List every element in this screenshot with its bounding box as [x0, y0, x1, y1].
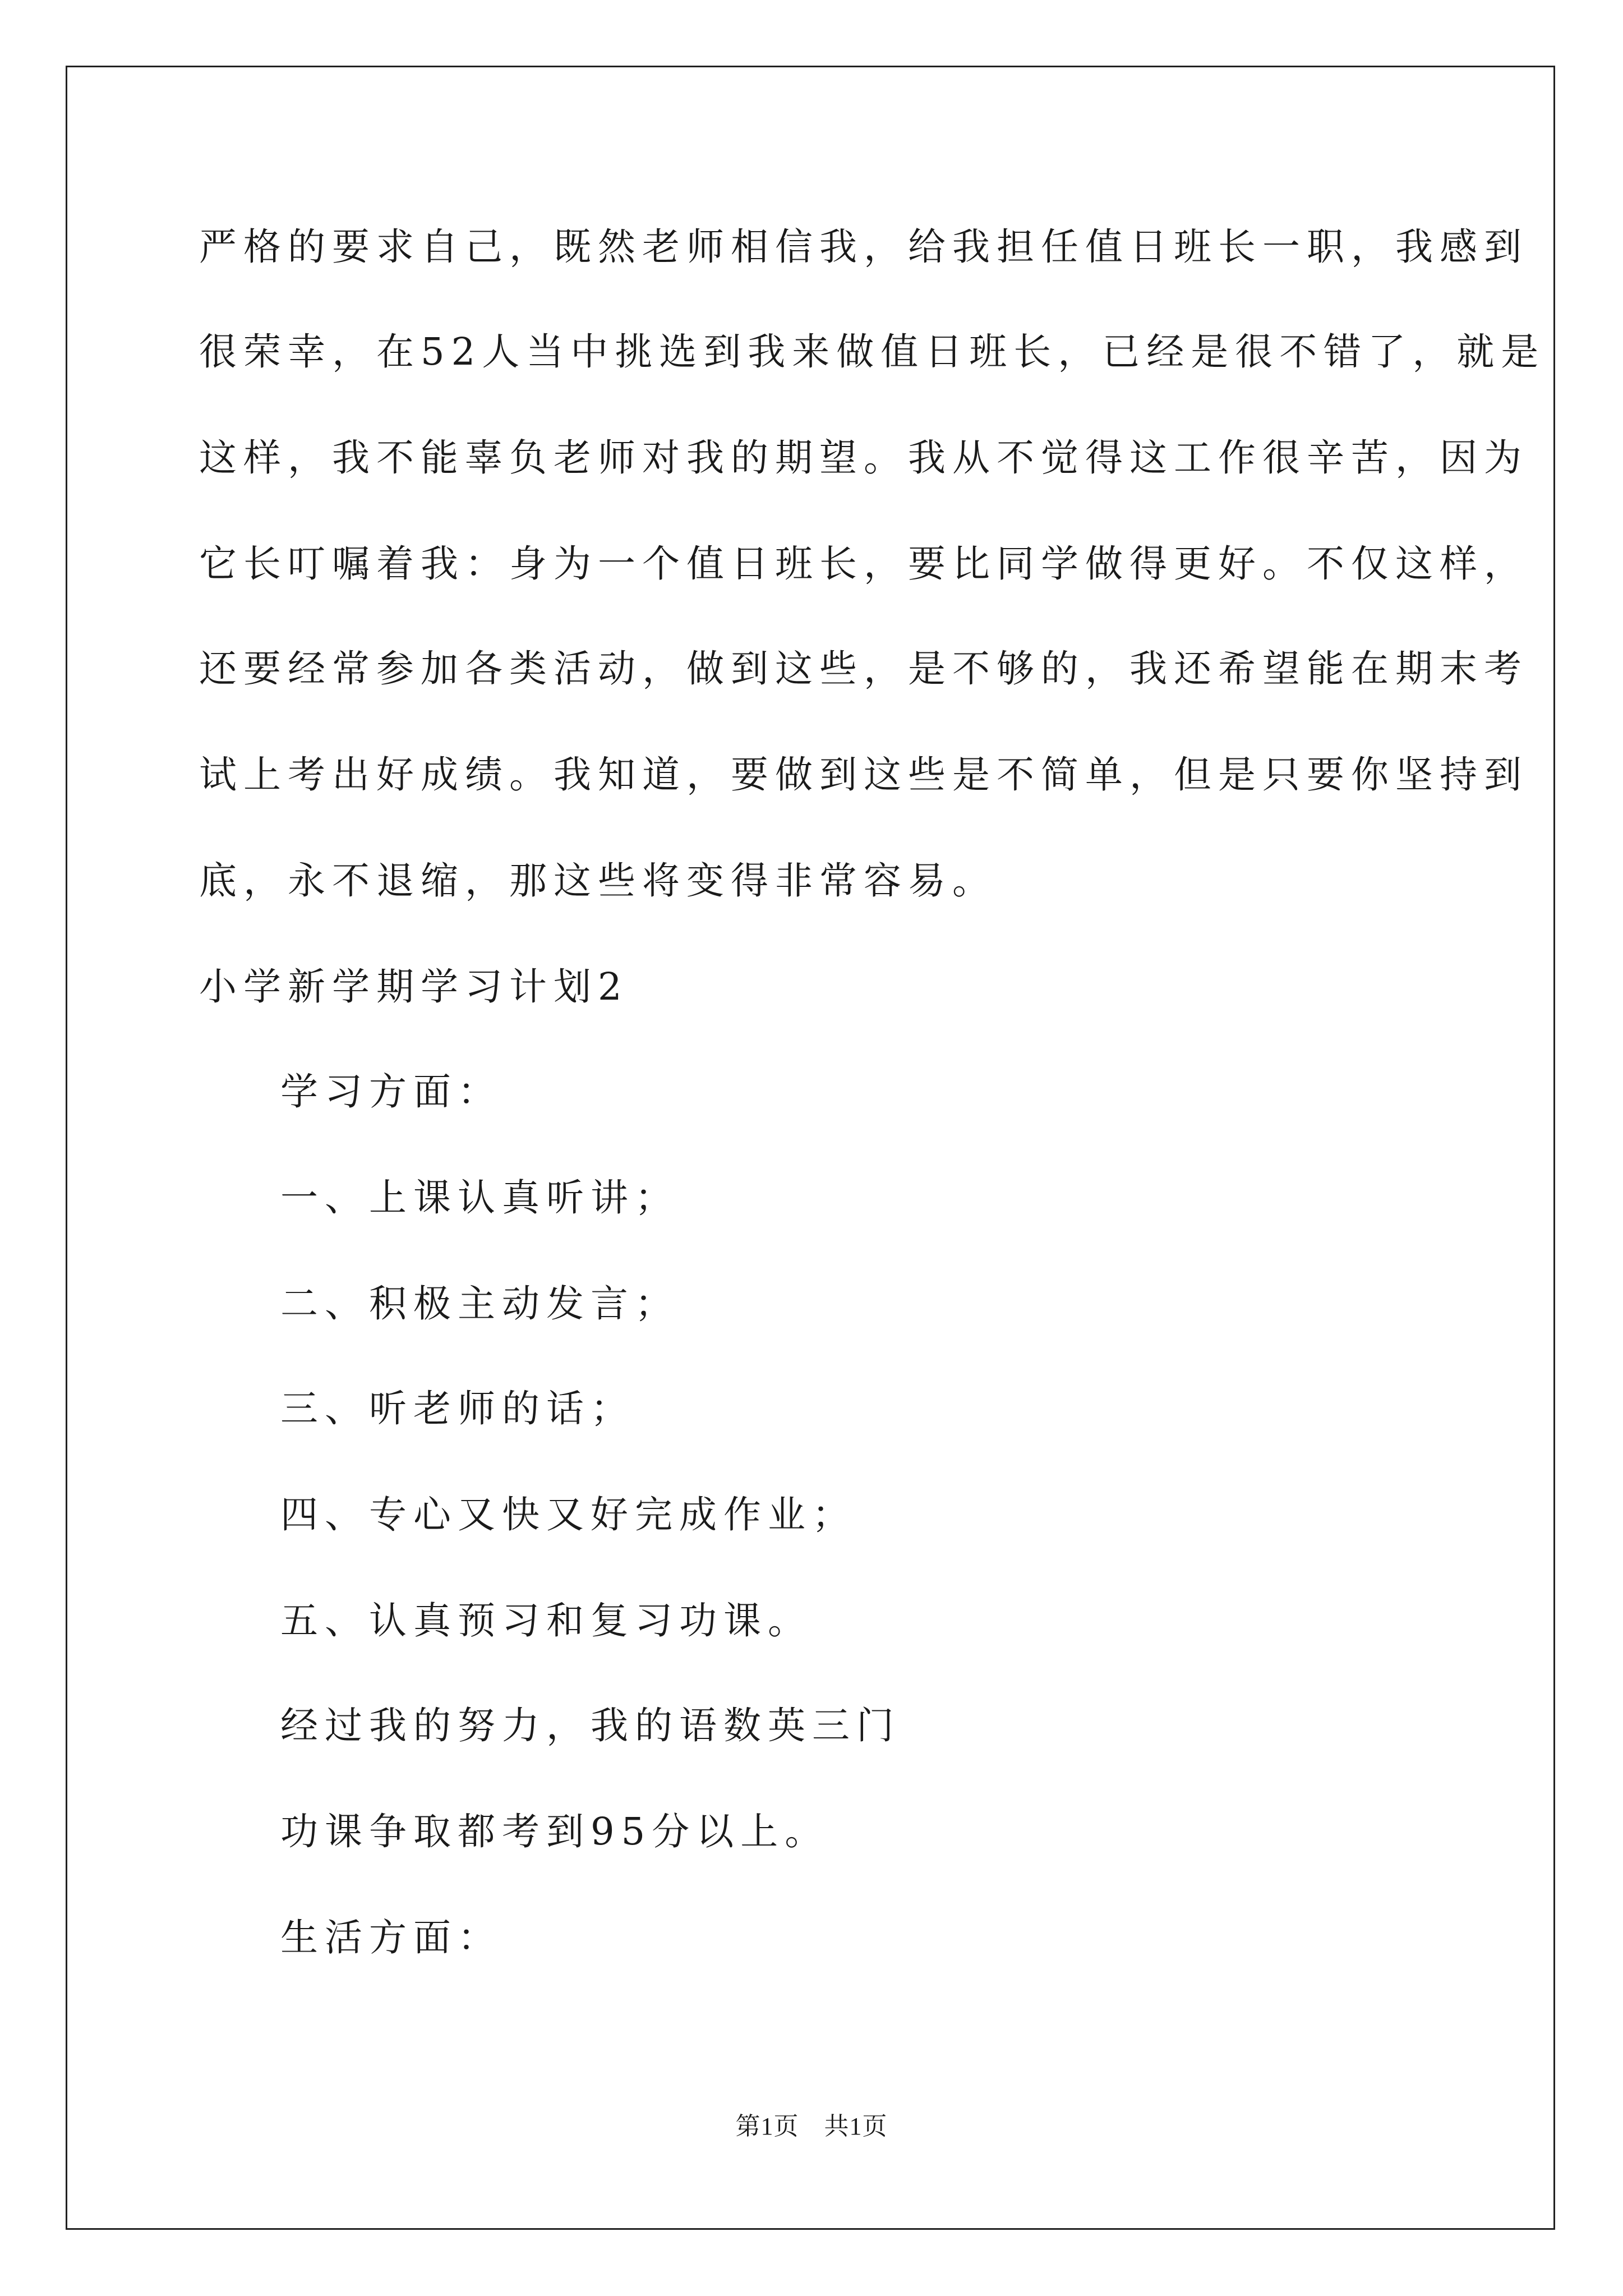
study-item: 五、认真预习和复习功课。: [280, 1599, 812, 1642]
paragraph-line: 这样，我不能辜负老师对我的期望。我从不觉得这工作很辛苦，因为: [199, 436, 1528, 480]
study-item: 三、听老师的话；: [280, 1387, 635, 1430]
paragraph-line: 试上考出好成绩。我知道，要做到这些是不简单，但是只要你坚持到: [199, 753, 1528, 797]
paragraph-line: 还要经常参加各类活动，做到这些，是不够的，我还希望能在期末考: [199, 647, 1528, 691]
study-item: 四、专心又快又好完成作业；: [280, 1493, 856, 1536]
section-title: 小学新学期学习计划2: [199, 965, 629, 1009]
study-item: 二、积极主动发言；: [280, 1282, 679, 1326]
study-item: 一、上课认真听讲；: [280, 1176, 679, 1220]
study-heading: 学习方面：: [280, 1070, 502, 1114]
paragraph-line: 它长叮嘱着我：身为一个值日班长，要比同学做得更好。不仅这样，: [199, 542, 1528, 586]
life-heading: 生活方面：: [280, 1916, 502, 1959]
paragraph-line: 底，永不退缩，那这些将变得非常容易。: [199, 859, 997, 903]
goal-line: 功课争取都考到95分以上。: [280, 1810, 829, 1853]
paragraph-line: 很荣幸，在52人当中挑选到我来做值日班长，已经是很不错了，就是: [199, 330, 1546, 374]
page-border: [66, 66, 1555, 2230]
paragraph-line: 严格的要求自己，既然老师相信我，给我担任值日班长一职，我感到: [199, 225, 1528, 269]
page-footer: 第1页 共1页: [735, 2113, 888, 2140]
goal-line: 经过我的努力，我的语数英三门: [280, 1704, 901, 1747]
